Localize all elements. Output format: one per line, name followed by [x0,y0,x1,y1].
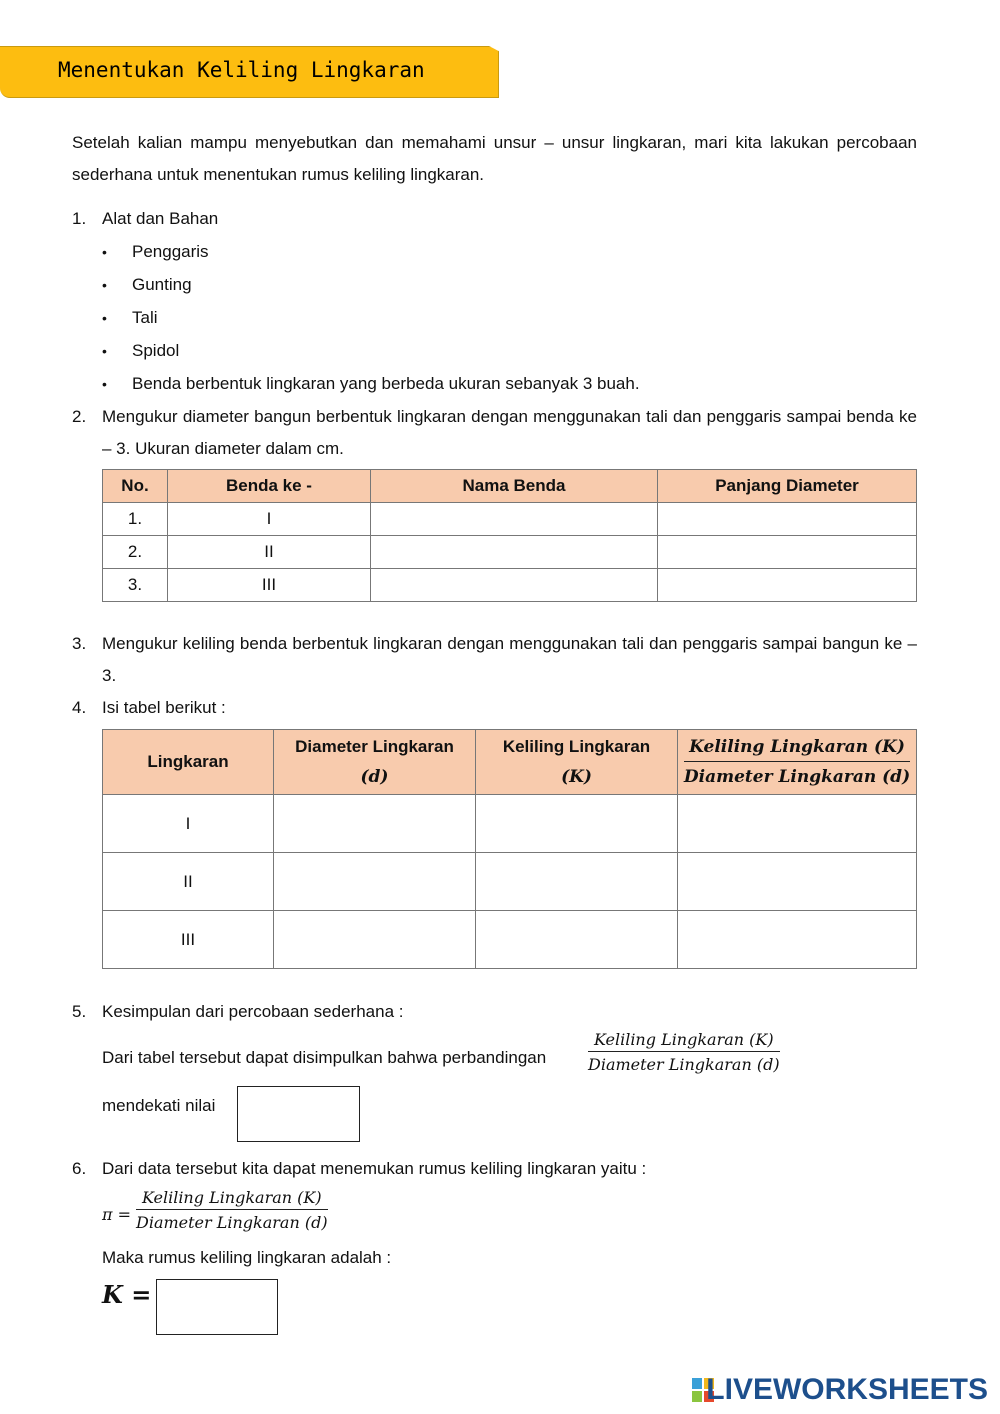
material-item: Spidol [132,341,180,360]
step-6-result-text: Maka rumus keliling lingkaran adalah : [102,1248,392,1267]
pi-numerator: Keliling Lingkaran (K) [136,1188,328,1210]
table-row [103,795,917,853]
cell-lingkaran: II [103,853,274,911]
ratio-input-cell[interactable] [678,853,917,911]
ratio-numerator: Keliling Lingkaran (K) [684,735,910,762]
step-5-value-label: mendekati nilai [102,1096,216,1115]
material-item: Tali [132,308,158,327]
conclusion-fraction [588,1030,780,1074]
step-5-statement: Dari tabel tersebut dapat disimpulkan bahwa perbandingan [102,1048,547,1067]
bullet-icon: • [102,277,107,293]
table-row [103,503,917,536]
header-benda: Benda ke - [168,470,371,503]
cell-benda: III [168,569,371,602]
diameter-input-cell[interactable] [658,536,917,569]
fraction-denominator: Diameter Lingkaran (d) [588,1055,780,1074]
step-4-number: 4. [72,698,87,717]
header-panjang-diameter: Panjang Diameter [658,470,917,503]
table-row [103,853,917,911]
diameter-table [102,469,917,602]
keliling-input-cell[interactable] [476,911,678,969]
cell-benda: I [168,503,371,536]
pi-fraction [136,1188,328,1232]
nama-benda-input-cell[interactable] [371,503,658,536]
page-title: Menentukan Keliling Lingkaran [58,58,425,82]
table-header-row [103,470,917,503]
cell-lingkaran: I [103,795,274,853]
step-2-number: 2. [72,407,87,426]
material-item: Penggaris [132,242,209,261]
table-row [103,911,917,969]
cell-lingkaran: III [103,911,274,969]
ratio-value-answer-box[interactable] [237,1086,360,1142]
formula-answer-box[interactable] [156,1279,278,1335]
step-1-text: Alat dan Bahan [102,209,219,228]
diameter-input-cell[interactable] [274,911,476,969]
header-no: No. [103,470,168,503]
keliling-table [102,729,917,969]
cell-no: 1. [103,503,168,536]
nama-benda-input-cell[interactable] [371,569,658,602]
cell-benda: II [168,536,371,569]
ratio-input-cell[interactable] [678,795,917,853]
header-diameter-symbol: (d) [360,767,389,787]
cell-no: 3. [103,569,168,602]
keliling-input-cell[interactable] [476,795,678,853]
bullet-icon: • [102,244,107,260]
step-3-number: 3. [72,634,87,653]
header-nama-benda: Nama Benda [371,470,658,503]
header-ratio [678,730,917,795]
step-3-text: Mengukur keliling benda berbentuk lingkaran dengan menggunakan tali dan penggaris sampai bangun ke – 3. [102,634,917,685]
diameter-input-cell[interactable] [658,503,917,536]
step-6-number: 6. [72,1159,87,1178]
fraction-numerator: Keliling Lingkaran (K) [588,1030,780,1052]
ratio-input-cell[interactable] [678,911,917,969]
pi-denominator: Diameter Lingkaran (d) [136,1213,328,1232]
intro-paragraph: Setelah kalian mampu menyebutkan dan memahami unsur – unsur lingkaran, mari kita lakukan percobaan sederhana untuk menentukan rumus keliling lingkaran. [72,133,917,184]
table-header-row [103,730,917,795]
bullet-icon: • [102,310,107,326]
bullet-icon: • [102,343,107,359]
pi-symbol: π = [102,1205,132,1224]
header-keliling-label: Keliling Lingkaran [502,737,651,756]
header-diameter-label: Diameter Lingkaran [295,737,454,756]
ratio-fraction [684,735,910,789]
diameter-input-cell[interactable] [658,569,917,602]
ratio-denominator: Diameter Lingkaran (d) [683,767,911,787]
nama-benda-input-cell[interactable] [371,536,658,569]
diameter-input-cell[interactable] [274,795,476,853]
material-item: Gunting [132,275,192,294]
liveworksheets-logo[interactable]: LIVEWORKSHEETS [706,1373,988,1406]
header-keliling [476,730,678,795]
header-lingkaran: Lingkaran [103,730,274,795]
table-row [103,536,917,569]
keliling-input-cell[interactable] [476,853,678,911]
step-6-text: Dari data tersebut kita dapat menemukan rumus keliling lingkaran yaitu : [102,1159,647,1178]
table-row [103,569,917,602]
header-diameter [274,730,476,795]
step-2-text: Mengukur diameter bangun berbentuk lingkaran dengan menggunakan tali dan penggaris sampai benda ke – 3. Ukuran diameter dalam cm. [102,407,917,458]
diameter-input-cell[interactable] [274,853,476,911]
step-1-number: 1. [72,209,87,228]
step-4-text: Isi tabel berikut : [102,698,226,717]
header-keliling-symbol: (K) [561,767,592,787]
step-5-number: 5. [72,1002,87,1021]
k-formula-label: K = [102,1280,152,1309]
step-5-text: Kesimpulan dari percobaan sederhana : [102,1002,404,1021]
bullet-icon: • [102,376,107,392]
cell-no: 2. [103,536,168,569]
material-item: Benda berbentuk lingkaran yang berbeda ukuran sebanyak 3 buah. [132,374,640,393]
